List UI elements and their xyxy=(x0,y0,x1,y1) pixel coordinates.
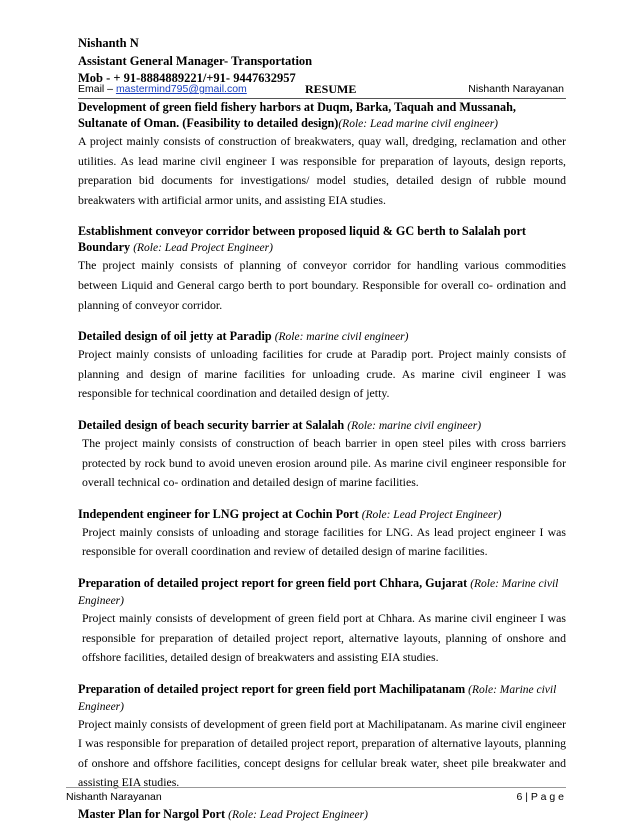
project-section xyxy=(78,681,566,793)
candidate-name: Nishanth N xyxy=(78,36,139,50)
project-title: Independent engineer for LNG project at Cochin Port (Role: Lead Project Engineer) xyxy=(78,506,502,521)
project-description: The project mainly consists of planning of conveyor corridor for handling various commodities between Liquid and General cargo berth to port boundary. Responsible for overall co- ordination and planning of conveyor corridor. xyxy=(78,258,566,312)
project-title: Master Plan for Nargol Port (Role: Lead Project Engineer) xyxy=(78,807,368,822)
candidate-position: Assistant General Manager- Transportation xyxy=(78,54,313,68)
project-role: (Role: Lead Project Engineer) xyxy=(228,809,368,822)
header-name: Nishanth Narayanan xyxy=(468,83,564,95)
project-section xyxy=(78,328,566,404)
project-title: Detailed design of beach security barrier at Salalah (Role: marine civil engineer) xyxy=(78,417,482,432)
project-role: (Role: Lead marine civil engineer) xyxy=(338,118,499,130)
project-section xyxy=(78,506,566,562)
footer-name: Nishanth Narayanan xyxy=(66,791,162,803)
resume-label: RESUME xyxy=(305,82,357,96)
project-role: (Role: Lead Project Engineer) xyxy=(361,508,502,521)
project-section xyxy=(78,99,566,210)
page-number: 6 | P a g e xyxy=(516,791,564,803)
project-description: The project mainly consists of construction of beach barrier in open steel piles with cross barriers protected by rock bund to avoid uneven erosion around pile. As marine civil engineer responsible for overall technical co- ordination and detailed design of marine facilities. xyxy=(82,435,566,490)
project-role: (Role: Marine civil Engineer) xyxy=(78,683,557,713)
email-row xyxy=(78,81,566,99)
project-title: Establishment conveyor corridor between proposed liquid & GC berth to Salalah port Boundary (Role: Lead Project Engineer) xyxy=(78,224,526,255)
project-title: Development of green field fishery harbors at Duqm, Barka, Taquah and Mussanah, Sultanate of Oman. (Feasibility to detailed design)(Role: Lead marine civil engineer) xyxy=(78,100,516,130)
project-section xyxy=(78,806,566,823)
project-description: A project mainly consists of construction of breakwaters, quay wall, dredging, reclamation and other utilities. As lead marine civil engineer I was responsible for preparation of layouts, design reports, preparation bid documents for investigations/ model studies, detailed design of rubble mound breakwaters with artificial armor units, and assisting EIA studies. xyxy=(78,134,566,207)
project-section xyxy=(78,223,566,315)
project-description: Project mainly consists of unloading and storage facilities for LNG. As lead project engineer I was responsible for overall coordination and review of detailed design of marine facilities. xyxy=(82,524,566,559)
project-role: (Role: marine civil engineer) xyxy=(274,331,409,344)
project-description: Project mainly consists of unloading facilities for crude at Paradip port. Project mainly consists of planning and design of marine facilities for unloading crude. As marine civil engineer I was responsible for technical coordination and detailed design of jetty. xyxy=(78,347,566,401)
email-link[interactable]: mastermind795@gmail.com xyxy=(115,83,247,95)
project-description: Project mainly consists of development of green field port at Chhara. As marine civil engineer I was responsible for preparation of detailed project report, alternative layouts, planning of onshore and offshore facilities, detailed design of breakwaters and assisting EIA studies. xyxy=(82,610,566,665)
email-label: Email – xyxy=(78,83,116,95)
candidate-mobile: Mob - + 91-8884889221/+91- 9447632957 xyxy=(78,71,296,85)
project-role: (Role: Lead Project Engineer) xyxy=(133,242,273,255)
project-section xyxy=(78,417,566,493)
project-section xyxy=(78,575,566,668)
project-role: (Role: Marine civil Engineer) xyxy=(78,577,559,607)
page-footer xyxy=(66,787,566,803)
project-title: Detailed design of oil jetty at Paradip (Role: marine civil engineer) xyxy=(78,329,409,344)
project-description: Project mainly consists of development of green field port at Machilipatanam. As marine civil engineer I was responsible for preparation of detailed project report, preparation of alternative layouts, planning of onshore and offshore facilities, concept designs for cellular break water, sheet pile breakwater and assisting EIA studies. xyxy=(78,716,566,790)
project-title: Preparation of detailed project report for green field port Machilipatanam (Role: Marine civil Engineer) xyxy=(78,681,557,713)
project-title: Preparation of detailed project report for green field port Chhara, Gujarat (Role: Marine civil Engineer) xyxy=(78,575,559,607)
project-role: (Role: marine civil engineer) xyxy=(347,419,482,432)
project-list xyxy=(78,99,566,836)
